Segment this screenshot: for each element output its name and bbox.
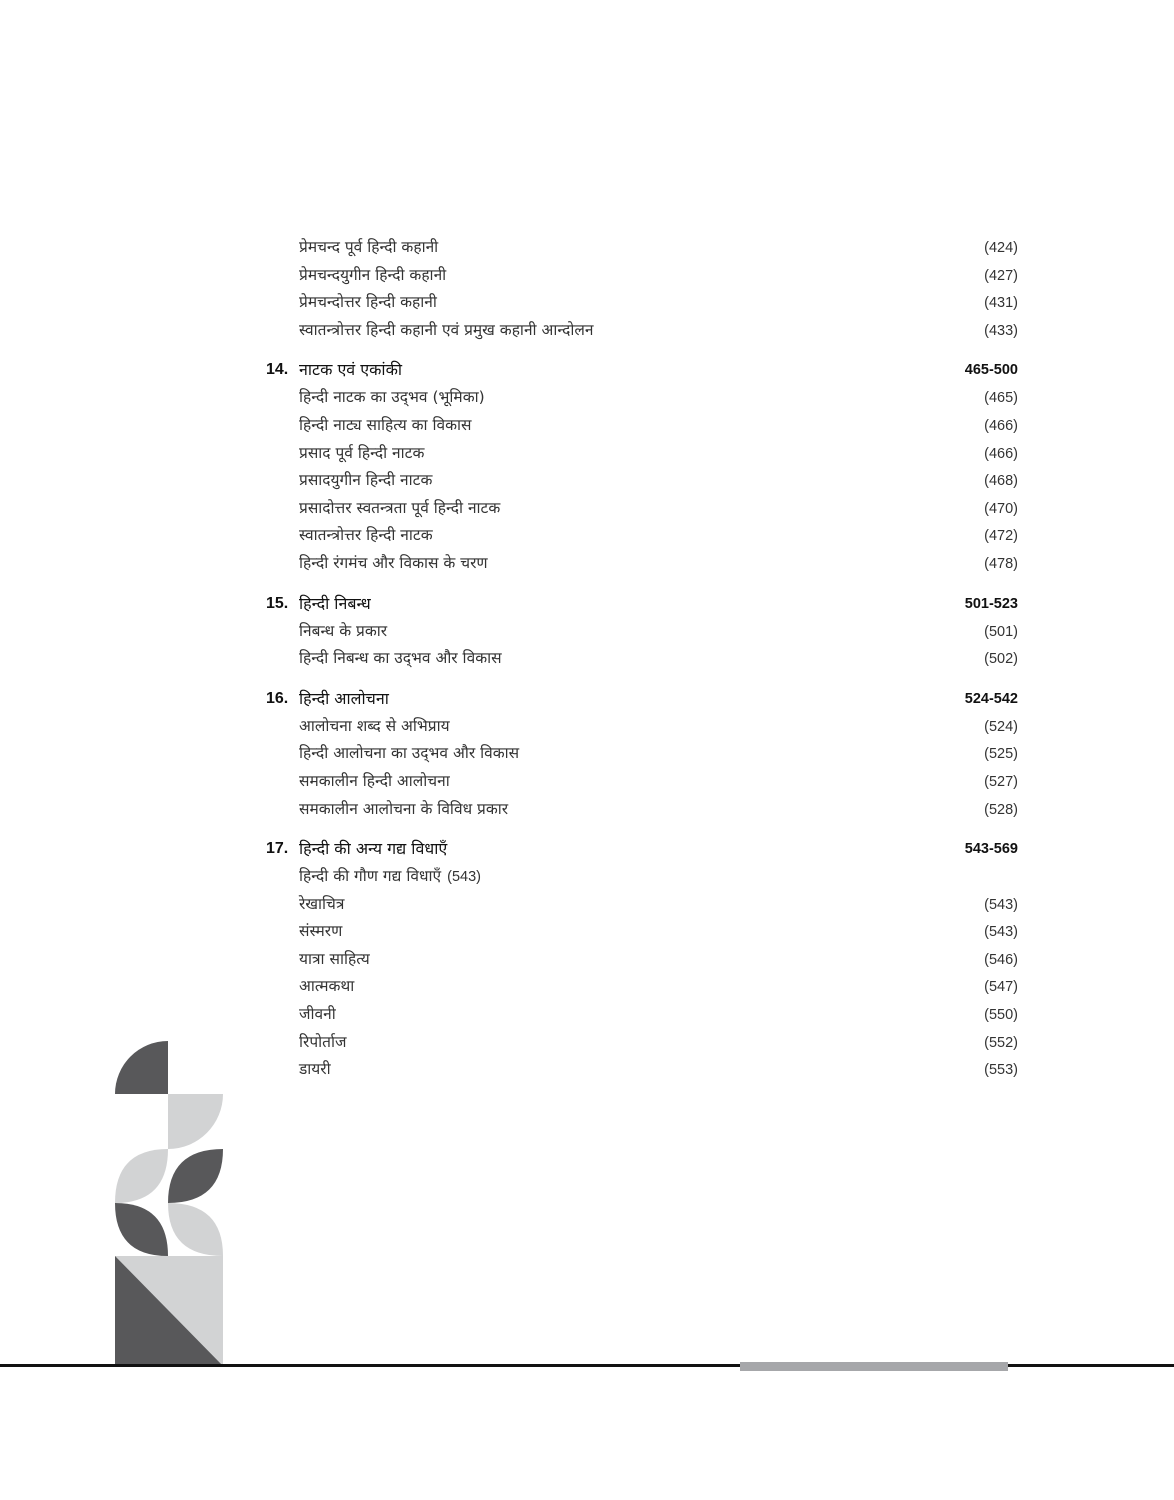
toc-entry xyxy=(266,550,1018,578)
toc-entry-title: हिन्दी निबन्ध का उद्‌भव और विकास xyxy=(299,649,502,668)
chapter-page-range: 524-542 xyxy=(964,690,1018,707)
toc-entry-title: स्वातन्त्रोत्तर हिन्दी नाटक xyxy=(299,526,433,545)
light-quarter-circle-shape xyxy=(168,1094,223,1149)
toc-entry xyxy=(266,440,1018,468)
toc-entry xyxy=(266,740,1018,768)
toc-entry-title: हिन्दी रंगमंच और विकास के चरण xyxy=(299,553,488,572)
chapter-section xyxy=(266,835,1018,1084)
toc-entry-page: (547) xyxy=(984,979,1018,996)
chapter-page-range: 465-500 xyxy=(964,362,1018,379)
toc-entry-page: (524) xyxy=(984,718,1018,735)
toc-entry-title: निबन्ध के प्रकार xyxy=(299,621,388,640)
chapter-heading xyxy=(266,590,1018,618)
toc-entry xyxy=(266,796,1018,824)
toc-entry-title: समकालीन आलोचना के विविध प्रकार xyxy=(299,799,509,818)
toc-entry-title: रेखाचित्र xyxy=(299,894,345,913)
bottom-rule-accent-bar xyxy=(740,1362,1008,1371)
toc-entry xyxy=(266,467,1018,495)
toc-entry xyxy=(266,234,1018,262)
chapter-heading-left xyxy=(266,590,371,618)
chapter-title: हिन्दी आलोचना xyxy=(299,688,389,708)
toc-entry-page: (431) xyxy=(984,295,1018,312)
toc-entry xyxy=(266,1029,1018,1057)
chapter-heading-left xyxy=(266,685,389,713)
toc-entry-page: (468) xyxy=(984,473,1018,490)
toc-entry-page: (550) xyxy=(984,1007,1018,1024)
toc-entry-page: (527) xyxy=(984,773,1018,790)
toc-entry xyxy=(266,495,1018,523)
toc-entry-title: स्वातन्त्रोत्तर हिन्दी कहानी एवं प्रमुख कहानी आन्दोलन xyxy=(299,320,594,339)
toc-entry-page: (466) xyxy=(984,445,1018,462)
toc-entry xyxy=(266,289,1018,317)
toc-entry xyxy=(266,522,1018,550)
toc-entry xyxy=(266,412,1018,440)
toc-entry-page: (433) xyxy=(984,322,1018,339)
toc-entry-page: (470) xyxy=(984,500,1018,517)
chapter-number: 17. xyxy=(266,840,289,858)
dark-quarter-circle-shape xyxy=(115,1041,168,1094)
chapter-number: 14. xyxy=(266,361,289,379)
toc-entry-page: (424) xyxy=(984,240,1018,256)
toc-entry-page: (552) xyxy=(984,1034,1018,1051)
toc-entry xyxy=(266,645,1018,673)
toc-entry xyxy=(266,618,1018,646)
toc-entry-title: जीवनी xyxy=(299,1005,336,1024)
toc-entry-title: समकालीन हिन्दी आलोचना xyxy=(299,771,450,790)
chapter-section xyxy=(266,356,1018,577)
chapter-page-range: 501-523 xyxy=(964,595,1018,612)
chapter-page-range: 543-569 xyxy=(964,841,1018,858)
dark-leaf-shape-lower xyxy=(115,1203,168,1256)
toc-entry xyxy=(266,863,1018,891)
chapter-section xyxy=(266,590,1018,673)
toc-entry-page: (427) xyxy=(984,267,1018,284)
toc-entry xyxy=(266,918,1018,946)
toc-entry-title: प्रेमचन्दोत्तर हिन्दी कहानी xyxy=(299,293,437,312)
chapter-number: 16. xyxy=(266,689,289,707)
chapter-title: हिन्दी निबन्ध xyxy=(299,593,371,613)
toc-entry xyxy=(266,317,1018,345)
chapter-number: 15. xyxy=(266,594,289,612)
toc-entry-page: (478) xyxy=(984,555,1018,572)
toc-entry xyxy=(266,713,1018,741)
chapters-list xyxy=(266,356,1018,1083)
dark-leaf-shape xyxy=(168,1149,223,1203)
toc-entry xyxy=(266,891,1018,919)
toc-entry-title: डायरी xyxy=(299,1060,331,1079)
toc-entry xyxy=(266,973,1018,1001)
toc-entry-page: (466) xyxy=(984,417,1018,434)
toc-entry-inline-page: (543) xyxy=(447,869,481,886)
toc-entry-title: रिपोर्ताज xyxy=(299,1032,347,1051)
toc-entry-title: हिन्दी आलोचना का उद्‌भव और विकास xyxy=(299,744,520,763)
toc-entry-title: आलोचना शब्द से अभिप्राय xyxy=(299,716,450,735)
chapter-title: हिन्दी की अन्य गद्य विधाएँ xyxy=(299,839,448,859)
toc-entry xyxy=(266,384,1018,412)
toc-entry-title: प्रसादयुगीन हिन्दी नाटक xyxy=(299,471,433,490)
toc-entry-title: प्रेमचन्दयुगीन हिन्दी कहानी xyxy=(299,265,447,284)
toc-entry-title: प्रसाद पूर्व हिन्दी नाटक xyxy=(299,443,425,462)
toc-entry-page: (465) xyxy=(984,390,1018,407)
toc-entry-page: (525) xyxy=(984,746,1018,763)
toc-entry xyxy=(266,1056,1018,1084)
toc-entry-title: हिन्दी नाट्य साहित्य का विकास xyxy=(299,415,472,434)
toc-entry-page: (472) xyxy=(984,528,1018,545)
chapter-heading xyxy=(266,356,1018,384)
chapter-heading-left xyxy=(266,356,402,384)
toc-entry-title: हिन्दी नाटक का उद्‌भव (भूमिका) xyxy=(299,388,485,407)
toc-entry-title: हिन्दी की गौण गद्य विधाएँ xyxy=(299,867,442,886)
toc-entry-page: (543) xyxy=(984,896,1018,913)
toc-entry-title: प्रसादोत्तर स्वतन्त्रता पूर्व हिन्दी नाटक xyxy=(299,498,501,517)
toc-entry-page: (501) xyxy=(984,623,1018,640)
chapter-section xyxy=(266,685,1018,823)
chapter-title: नाटक एवं एकांकी xyxy=(299,360,403,380)
toc-entry-page: (502) xyxy=(984,651,1018,668)
toc-entry-title: संस्मरण xyxy=(299,922,343,941)
toc-entry-title: यात्रा साहित्य xyxy=(299,949,370,968)
toc-entry xyxy=(266,1001,1018,1029)
toc-entry xyxy=(266,262,1018,290)
intro-section xyxy=(266,234,1018,344)
toc-entry-page: (546) xyxy=(984,951,1018,968)
toc-entry xyxy=(266,946,1018,974)
chapter-heading xyxy=(266,835,1018,863)
toc-entry-page: (553) xyxy=(984,1062,1018,1079)
chapter-heading xyxy=(266,685,1018,713)
chapter-heading-left xyxy=(266,835,447,863)
toc-entry-title: प्रेमचन्द पूर्व हिन्दी कहानी xyxy=(299,238,439,256)
toc-entry-page: (528) xyxy=(984,801,1018,818)
decorative-geometric-shapes xyxy=(110,1036,230,1366)
toc-entry-page: (543) xyxy=(984,924,1018,941)
light-leaf-shape-lower xyxy=(168,1203,223,1256)
toc-entry xyxy=(266,768,1018,796)
table-of-contents xyxy=(266,234,1018,1084)
toc-entry-title: आत्मकथा xyxy=(299,977,355,996)
light-leaf-shape xyxy=(115,1149,168,1203)
